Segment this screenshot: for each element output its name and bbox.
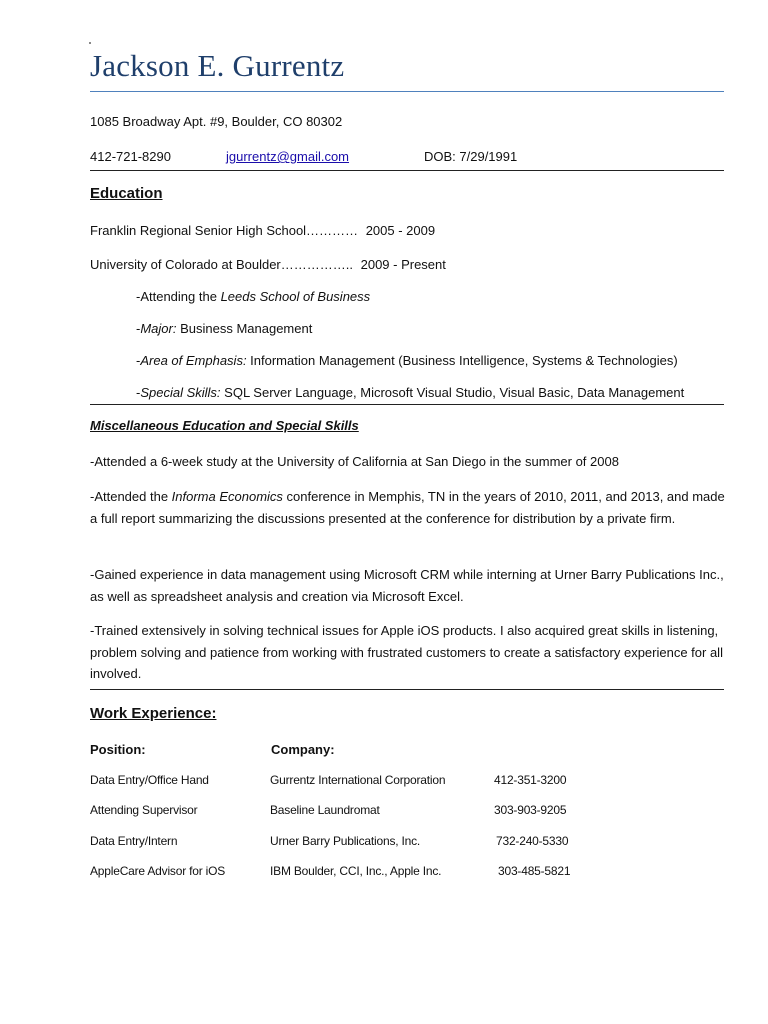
misc-item: -Trained extensively in solving technical issues for Apple iOS products. I also acquired great skills in listening, problem solving and patience from working with frustrated customers to create a satisfactory experience for all involved.: [90, 623, 723, 681]
education-detail: [136, 353, 678, 368]
stray-mark: [89, 42, 91, 44]
detail-italic: Special Skills:: [140, 385, 221, 400]
school-years: 2009 - Present: [360, 257, 446, 272]
divider: [90, 404, 724, 405]
detail-text: Business Management: [176, 321, 313, 336]
misc-item: [90, 486, 730, 529]
detail-text: Information Management (Business Intelligence, Systems & Technologies): [246, 353, 678, 368]
resume-name: Jackson E. Gurrentz: [90, 48, 345, 83]
detail-text: SQL Server Language, Microsoft Visual Studio, Visual Basic, Data Management: [220, 385, 685, 400]
work-position: Data Entry/Office Hand: [90, 773, 209, 787]
work-position: AppleCare Advisor for iOS: [90, 864, 226, 878]
misc-item: -Gained experience in data management using Microsoft CRM while interning at Urner Barry Publications Inc., as well as spreadsheet analysis and creation via Microsoft Excel.: [90, 567, 724, 604]
misc-text: -Attended the: [90, 489, 172, 504]
work-company: IBM Boulder, CCI, Inc., Apple Inc.: [270, 864, 442, 878]
education-detail: [136, 289, 370, 304]
detail-italic: Leeds School of Business: [220, 289, 371, 304]
date-of-birth: DOB: 7/29/1991: [424, 149, 518, 164]
school-name: Franklin Regional Senior High School…………: [90, 223, 359, 238]
name-underline: [90, 91, 724, 92]
detail-text: -Attending the: [136, 289, 221, 304]
work-phone: 732-240-5330: [496, 834, 569, 848]
misc-italic: Informa Economics: [171, 489, 283, 504]
detail-text: -: [136, 385, 141, 400]
misc-item: -Attended a 6-week study at the University of California at San Diego in the summer of 2008: [90, 454, 619, 469]
work-company: Urner Barry Publications, Inc.: [270, 834, 421, 848]
education-heading: Education: [90, 185, 163, 202]
education-detail: [136, 321, 312, 336]
divider: [90, 170, 724, 171]
phone-number: 412-721-8290: [90, 149, 171, 164]
school-entry: [90, 223, 435, 238]
work-phone: 303-485-5821: [498, 864, 571, 878]
school-name: University of Colorado at Boulder……………..: [90, 257, 353, 272]
company-column-label: Company:: [271, 742, 335, 757]
divider: [90, 689, 724, 690]
detail-text: -: [136, 321, 141, 336]
work-position: Attending Supervisor: [90, 803, 198, 817]
email-link[interactable]: jgurrentz@gmail.com: [226, 149, 350, 164]
detail-text: -: [136, 353, 141, 368]
school-years: 2005 - 2009: [365, 223, 436, 238]
work-position: Data Entry/Intern: [90, 834, 178, 848]
work-heading: Work Experience:: [90, 705, 217, 722]
work-phone: 303-903-9205: [494, 803, 567, 817]
education-detail: [136, 385, 684, 400]
position-column-label: Position:: [90, 742, 146, 757]
work-phone: 412-351-3200: [494, 773, 567, 787]
address: 1085 Broadway Apt. #9, Boulder, CO 80302: [90, 114, 343, 129]
work-company: Gurrentz International Corporation: [270, 773, 446, 787]
misc-text: conference in Memphis, TN in the years of 2010, 2011, and 2013, and made a full report summarizing the discussions presented at the conference for distribution by a private firm.: [90, 489, 725, 526]
detail-italic: Area of Emphasis:: [140, 353, 247, 368]
detail-italic: Major:: [140, 321, 177, 336]
misc-heading: Miscellaneous Education and Special Skills: [90, 418, 359, 433]
school-entry: [90, 257, 446, 272]
work-company: Baseline Laundromat: [270, 803, 380, 817]
